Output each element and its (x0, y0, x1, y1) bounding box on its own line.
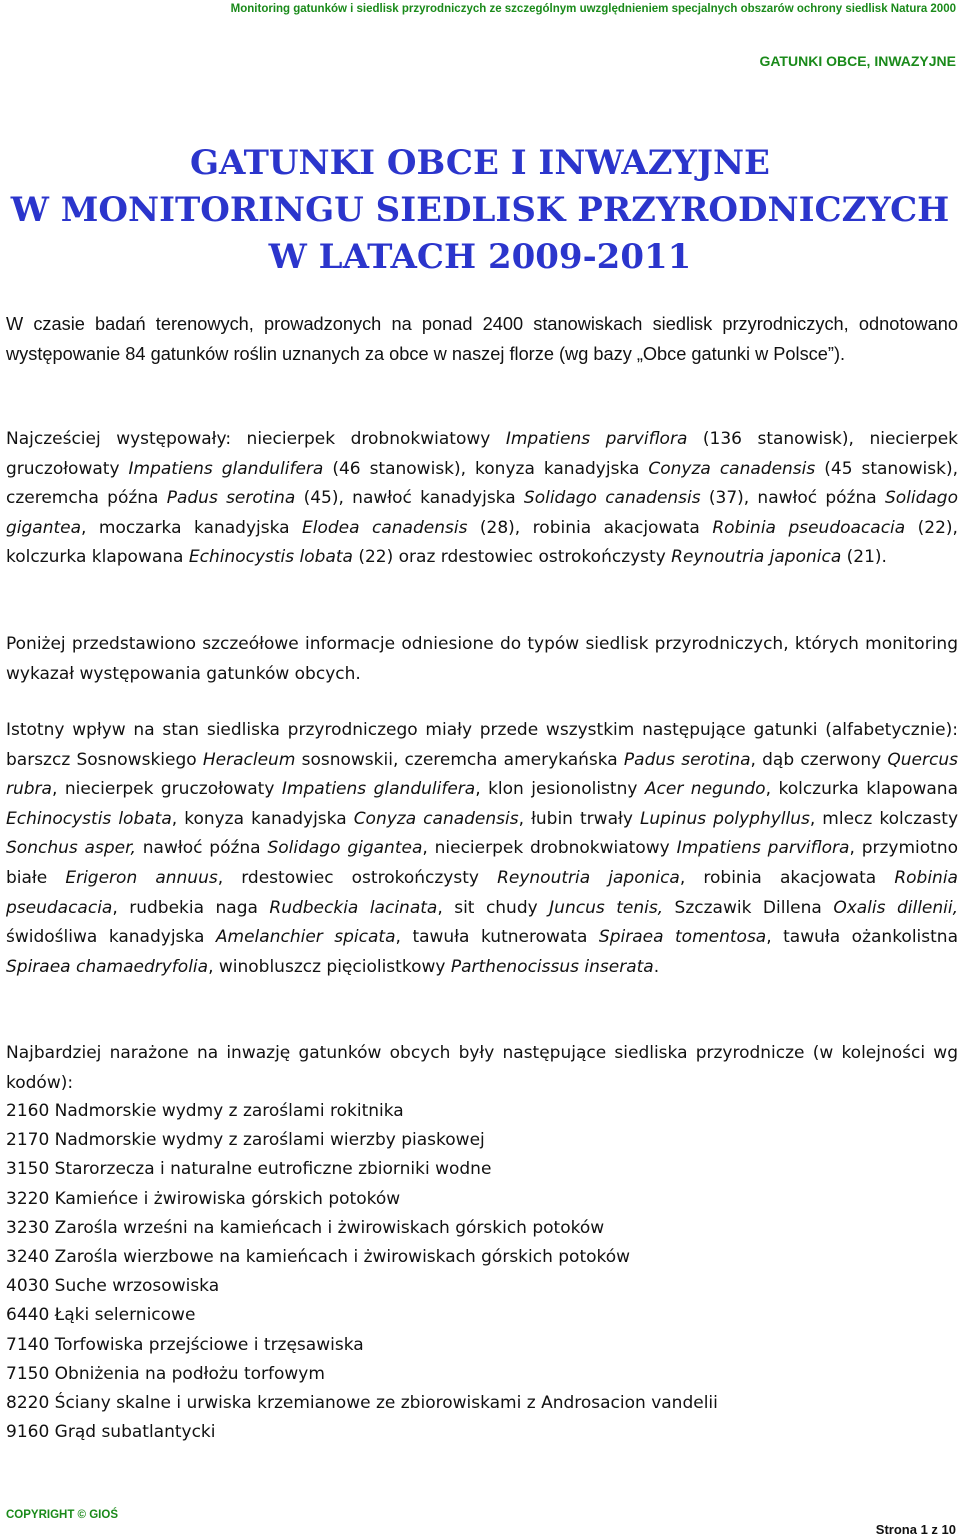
paragraph-text: (22) oraz rdestowiec ostrokończysty (352, 547, 672, 568)
paragraph-text: sosnowskii, czeremcha amerykańska (295, 749, 624, 770)
paragraph-text: (28), robinia akacjowata (467, 517, 713, 538)
copyright-footer: COPYRIGHT © GIOŚ (6, 1509, 118, 1521)
habitat-list-item: 7140 Torfowiska przejściowe i trzęsawiska (6, 1334, 364, 1355)
paragraph-text: , konyza kanadyjska (171, 808, 354, 829)
paragraph-text: , klon jesionolistny (475, 779, 645, 800)
paragraph-text: . (653, 956, 660, 977)
species-latin-name: Sonchus asper, (6, 838, 136, 859)
species-latin-name: Reynoutria japonica (497, 867, 680, 888)
species-latin-name: Echinocystis lobata (6, 808, 172, 829)
species-latin-name: Lupinus polyphyllus (639, 808, 810, 829)
paragraph-text: (21). (841, 547, 887, 568)
paragraph-text: W czasie badań terenowych, prowadzonych na ponad 2400 stanowiskach siedlisk przyrodniczych, odnotowano występowanie 84 gatunków roślin uznanych za obce w naszej florze (wg bazy „Obce gatunki w Polsce”). (6, 314, 958, 364)
species-latin-name: Padus serotina (166, 488, 296, 509)
species-latin-name: Erigeron annuus (65, 867, 218, 888)
habitat-list-item: 7150 Obniżenia na podłożu torfowym (6, 1363, 325, 1384)
habitat-list-item: 2170 Nadmorskie wydmy z zaroślami wierzby piaskowej (6, 1130, 485, 1151)
paragraph-text: , rudbekia naga (112, 897, 270, 918)
species-latin-name: Spiraea tomentosa (598, 927, 767, 948)
paragraph-text: , winobluszcz pięciolistkowy (208, 956, 451, 977)
species-latin-name: Conyza canadensis (353, 808, 519, 829)
habitat-list-item: 2160 Nadmorskie wydmy z zaroślami rokitnika (6, 1101, 404, 1121)
species-latin-name: Impatiens parviflora (676, 838, 850, 859)
habitat-list-item: 9160 Grąd subatlantycki (6, 1422, 216, 1443)
paragraph-text: , rdestowiec ostrokończysty (217, 867, 498, 888)
species-latin-name: Elodea canadensis (302, 517, 468, 538)
paragraph-text: , tawuła kutnerowata (395, 927, 599, 948)
species-latin-name: Heracleum (202, 749, 296, 770)
habitat-list-item: 6440 Łąki selernicowe (6, 1305, 196, 1326)
species-latin-name: Robinia pseudoacacia (712, 517, 906, 538)
paragraph-text: (37), nawłoć późna (700, 488, 885, 509)
habitat-list-item: 3220 Kamieńce i żwirowiska górskich potoków (6, 1188, 401, 1209)
title-line-2: W MONITORINGU SIEDLISK PRZYRODNICZYCH (10, 190, 950, 230)
paragraph-text: (22), kolczurka klapowana (6, 517, 958, 568)
species-latin-name: Conyza canadensis (648, 458, 816, 479)
species-latin-name: Impatiens glandulifera (128, 458, 324, 479)
species-latin-name: Rudbeckia lacinata (269, 897, 438, 918)
species-latin-name: Spiraea chamaedryfolia (6, 956, 209, 977)
title-line-1: GATUNKI OBCE I INWAZYJNE (190, 143, 770, 183)
paragraph-intro (6, 310, 958, 369)
habitat-list-item: 3240 Zarośla wierzbowe na kamieńcach i żwirowiskach górskich potoków (6, 1247, 631, 1268)
section-header: GATUNKI OBCE, INWAZYJNE (759, 53, 956, 69)
paragraph-text: , mlecz kolczasty (809, 808, 958, 829)
paragraph-text: Szczawik Dillena (663, 897, 834, 918)
habitat-list-item: 8220 Ściany skalne i urwiska krzemianowe ze zbiorowiskami z Androsacion vandelii (6, 1393, 718, 1414)
paragraph-text: Poniżej przedstawiono szczeółowe informacje odniesione do typów siedlisk przyrodniczych, których monitoring wykazał występowania gatunków obcych. (6, 634, 958, 684)
paragraph-text: , robinia akacjowata (679, 867, 895, 888)
title-line-3: W LATACH 2009-2011 (268, 237, 692, 277)
species-latin-name: Padus serotina (623, 749, 751, 770)
paragraph-text: , łubin trwały (518, 808, 640, 829)
paragraph-text: Najbardziej narażone na inwazję gatunków obcych były następujące siedliska przyrodnicze (w kolejności wg kodów): (6, 1043, 958, 1093)
paragraph-text: nawłoć późna (135, 838, 268, 859)
habitat-list-item: 3230 Zarośla wrześni na kamieńcach i żwirowiskach górskich potoków (6, 1217, 605, 1238)
paragraph-text: , dąb czerwony (750, 749, 888, 770)
paragraph-text: Istotny wpływ na stan siedliska przyrodniczego miały przede wszystkim następujące gatunki (alfabetycznie): barszcz Sosnowskiego (6, 720, 958, 770)
paragraph-text: , moczarka kanadyjska (81, 517, 303, 538)
page-title (0, 140, 960, 281)
species-latin-name: Reynoutria japonica (671, 547, 842, 568)
paragraph-significant-impact (6, 716, 958, 982)
page-number: Strona 1 z 10 (875, 1522, 956, 1537)
paragraph-text: , przymiotno białe (6, 838, 958, 888)
species-latin-name: Solidago gigantea (6, 488, 958, 538)
paragraph-text: , tawuła ożankolistna (766, 927, 958, 948)
species-latin-name: Parthenocissus inserata (450, 956, 654, 977)
paragraph-most-frequent (6, 425, 958, 573)
species-latin-name: Acer negundo (644, 779, 766, 800)
paragraph-text: , kolczurka klapowana (765, 779, 958, 800)
species-latin-name: Solidago gigantea (267, 838, 423, 859)
paragraph-text: (45), nawłoć kanadyjska (295, 488, 524, 509)
species-latin-name: Oxalis dillenii, (833, 897, 958, 918)
running-header: Monitoring gatunków i siedlisk przyrodniczych ze szczególnym uwzględnieniem specjalnych obszarów ochrony siedlisk Natura 2000 (230, 3, 956, 15)
paragraph-text: świdośliwa kanadyjska (6, 927, 216, 948)
paragraph-text: Najcześciej występowały: niecierpek drobnokwiatowy (6, 429, 506, 449)
species-latin-name: Robinia pseudacacia (6, 867, 958, 918)
habitat-list (6, 1097, 958, 1447)
paragraph-threatened-habitats (6, 1039, 958, 1098)
species-latin-name: Solidago canadensis (523, 488, 701, 509)
habitat-list-item: 3150 Starorzecza i naturalne eutroficzne zbiorniki wodne (6, 1159, 492, 1180)
paragraph-text: (45 stanowisk), czeremcha późna (6, 458, 958, 509)
paragraph-text: , sit chudy (437, 897, 550, 918)
species-latin-name: Impatiens parviflora (505, 429, 688, 449)
paragraph-text: (136 stanowisk), niecierpek gruczołowaty (6, 429, 959, 479)
species-latin-name: Echinocystis lobata (188, 547, 353, 568)
paragraph-text: , niecierpek gruczołowaty (51, 779, 282, 800)
paragraph-text: , niecierpek drobnokwiatowy (422, 838, 677, 859)
species-latin-name: Amelanchier spicata (215, 927, 396, 948)
species-latin-name: Impatiens glandulifera (281, 779, 476, 800)
habitat-list-item: 4030 Suche wrzosowiska (6, 1276, 220, 1297)
species-latin-name: Juncus tenis, (549, 897, 664, 918)
paragraph-text: (46 stanowisk), konyza kanadyjska (323, 458, 649, 479)
paragraph-details-intro (6, 630, 958, 689)
species-latin-name: Quercus rubra (6, 749, 958, 800)
